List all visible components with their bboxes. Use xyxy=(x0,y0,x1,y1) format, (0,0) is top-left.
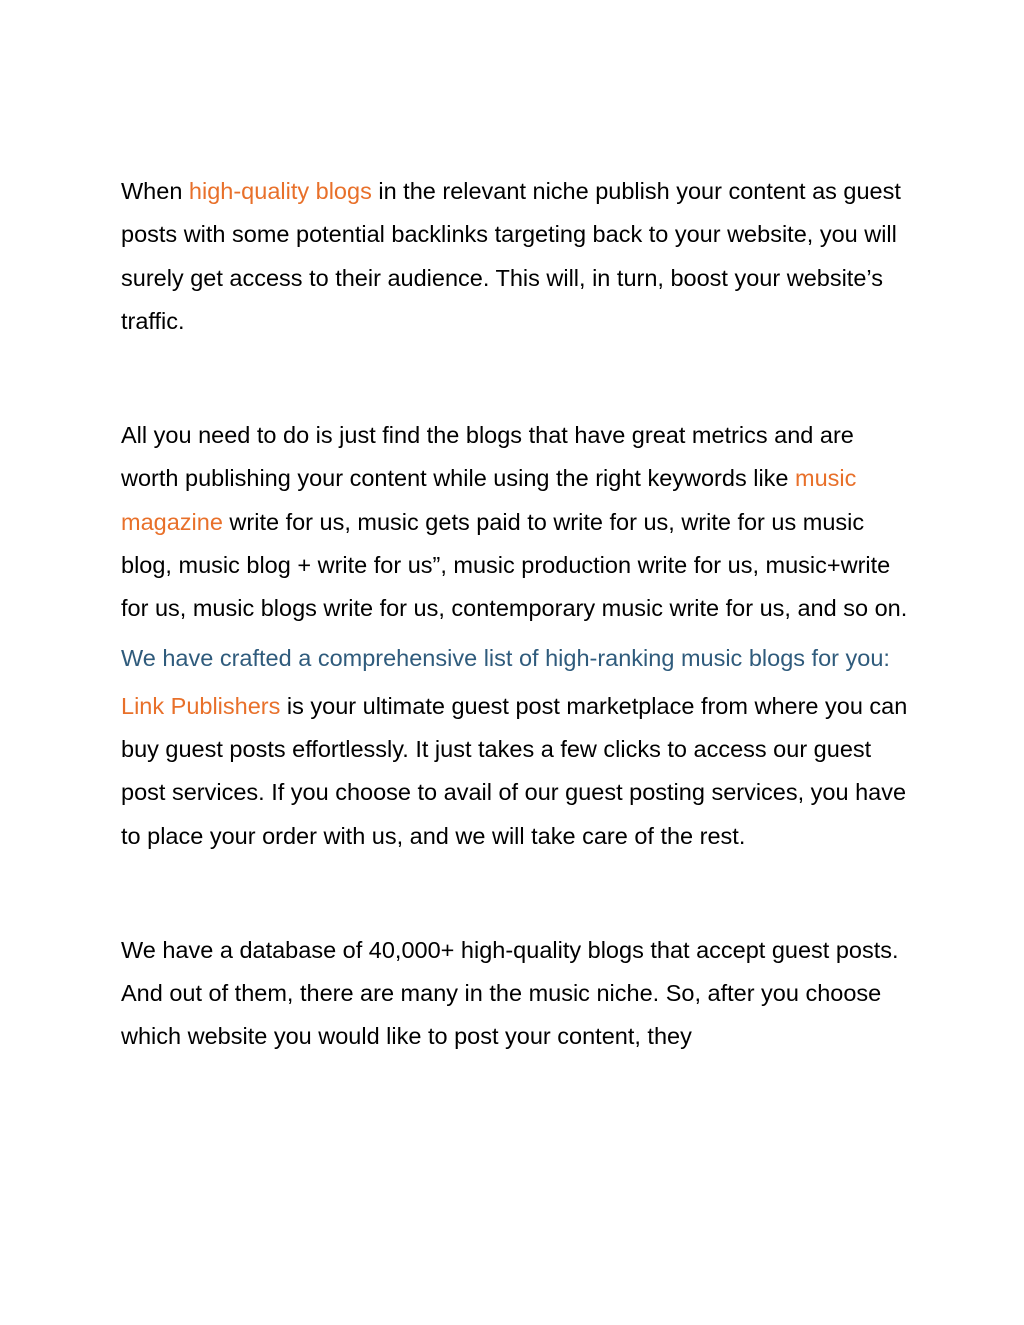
paragraph-text: in the relevant niche publish your content as guest posts with some potential backlinks targeting back to your website, you will surely get access to their audience. This will, in turn, boost your website’s traffic. xyxy=(121,178,901,334)
paragraph-text: is your ultimate guest post marketplace from where you can buy guest posts effortlessly. It just takes a few clicks to access our guest post services. If you choose to avail of our guest posting services, you have to place your order with us, and we will take care of the rest. xyxy=(121,692,908,849)
paragraph-keywords xyxy=(121,414,911,630)
document-page xyxy=(121,170,911,1059)
paragraph-text: write for us, music gets paid to write for us, write for us music blog, music blog + write for us”, music production write for us, music+write for us, music blogs write for us, contemporary music write for us, and so on. xyxy=(121,508,908,622)
paragraph-link-publishers xyxy=(121,685,911,858)
link-publishers-link[interactable]: Link Publishers xyxy=(121,692,281,719)
music-magazine-link[interactable]: music magazine xyxy=(121,465,857,535)
paragraph-traffic xyxy=(121,170,911,343)
paragraph-text: All you need to do is just find the blogs that have great metrics and are worth publishing your content while using the right keywords like xyxy=(121,422,854,492)
paragraph-text: When xyxy=(121,178,189,204)
section-heading: We have crafted a comprehensive list of high-ranking music blogs for you: xyxy=(121,644,890,671)
paragraph-database: We have a database of 40,000+ high-quality blogs that accept guest posts. And out of them, there are many in the music niche. So, after you choose which website you would like to post your content, they xyxy=(121,936,899,1050)
high-quality-blogs-link[interactable]: high-quality blogs xyxy=(188,178,372,204)
